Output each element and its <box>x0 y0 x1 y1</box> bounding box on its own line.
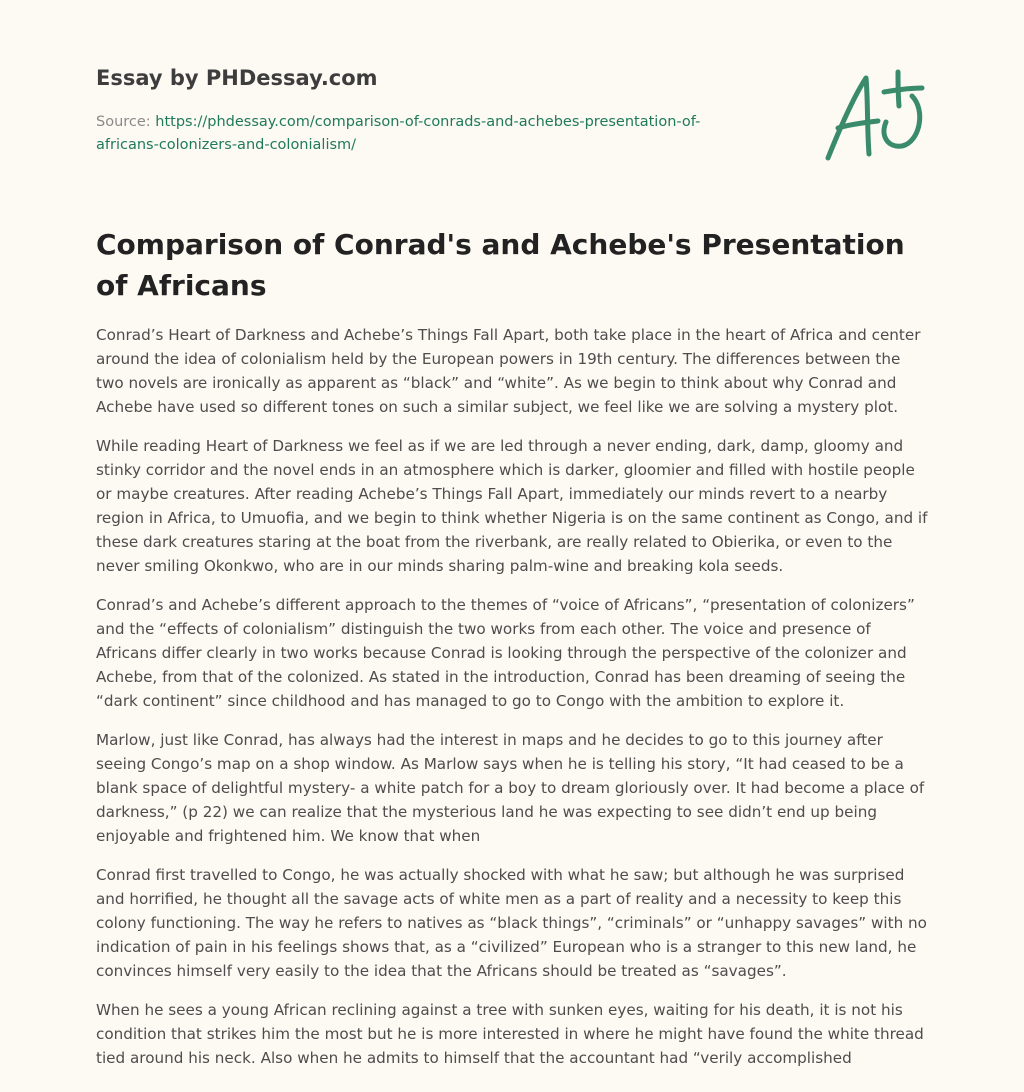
source-link[interactable] <box>96 114 700 153</box>
source-link-line-2: africans-colonizers-and-colonialism/ <box>96 137 357 153</box>
essay-paragraph: While reading Heart of Darkness we feel as if we are led through a never ending, dark, damp, gloomy and stinky corridor and the novel ends in an atmosphere which is darker, gloomier and filled with hostile people or maybe creatures. After reading Achebe’s Things Fall Apart, immediately our minds revert to a nearby region in Africa, to Umuofia, and we begin to think whether Nigeria is on the same continent as Congo, and if these dark creatures staring at the boat from the riverbank, are really related to Obierika, or even to the never smiling Okonkwo, who are in our minds sharing palm-wine and breaking kola seeds. <box>96 437 928 575</box>
essay-body <box>96 323 930 1085</box>
essay-paragraph: When he sees a young African reclining against a tree with sunken eyes, waiting for his death, it is not his condition that strikes him the most but he is more interested in where he might have found the white thread tied around his neck. Also when he admits to himself that the accountant had “verily accomplished <box>96 1001 924 1067</box>
essay-paragraph: Conrad first travelled to Congo, he was actually shocked with what he saw; but although he was surprised and horrified, he thought all the savage acts of white men as a part of reality and a necessity to keep this colony functioning. The way he refers to natives as “black things”, “criminals” or “unhappy savages” with no indication of pain in his feelings shows that, as a “civilized” European who is a stranger to this new land, he convinces himself very easily to the idea that the Africans should be treated as “savages”. <box>96 866 927 980</box>
essay-paragraph: Conrad’s Heart of Darkness and Achebe’s Things Fall Apart, both take place in the heart of Africa and center around the idea of colonialism held by the European powers in 19th century. The differences between the two novels are ironically as apparent as “black” and “white”. As we begin to think about why Conrad and Achebe have used so different tones on such a similar subject, we feel like we are solving a mystery plot. <box>96 326 921 416</box>
essay-paragraph: Conrad’s and Achebe’s different approach to the themes of “voice of Africans”, “presentation of colonizers” and the “effects of colonialism” distinguish the two works from each other. The voice and presence of Africans differ clearly in two works because Conrad is looking through the perspective of the colonizer and Achebe, from that of the colonized. As stated in the introduction, Conrad has been dreaming of seeing the “dark continent” since childhood and has managed to go to Congo with the ambition to explore it. <box>96 596 915 710</box>
site-title: Essay by PHDessay.com <box>96 66 378 90</box>
a-plus-grade-icon <box>818 66 930 166</box>
source-line <box>96 111 776 157</box>
essay-paragraph: Marlow, just like Conrad, has always had the interest in maps and he decides to go to this journey after seeing Congo’s map on a shop window. As Marlow says when he is telling his story, “It had ceased to be a blank space of delightful mystery- a white patch for a boy to dream gloriously over. It had become a place of darkness,” (p 22) we can realize that the mysterious land he was expecting to see didn’t end up being enjoyable and frightened him. We know that when <box>96 731 925 845</box>
source-link-line-1: https://phdessay.com/comparison-of-conrads-and-achebes-presentation-of- <box>155 114 701 130</box>
site-header <box>96 62 796 94</box>
source-label: Source: <box>96 114 151 130</box>
essay-title: Comparison of Conrad's and Achebe's Presentation of Africans <box>96 228 905 302</box>
